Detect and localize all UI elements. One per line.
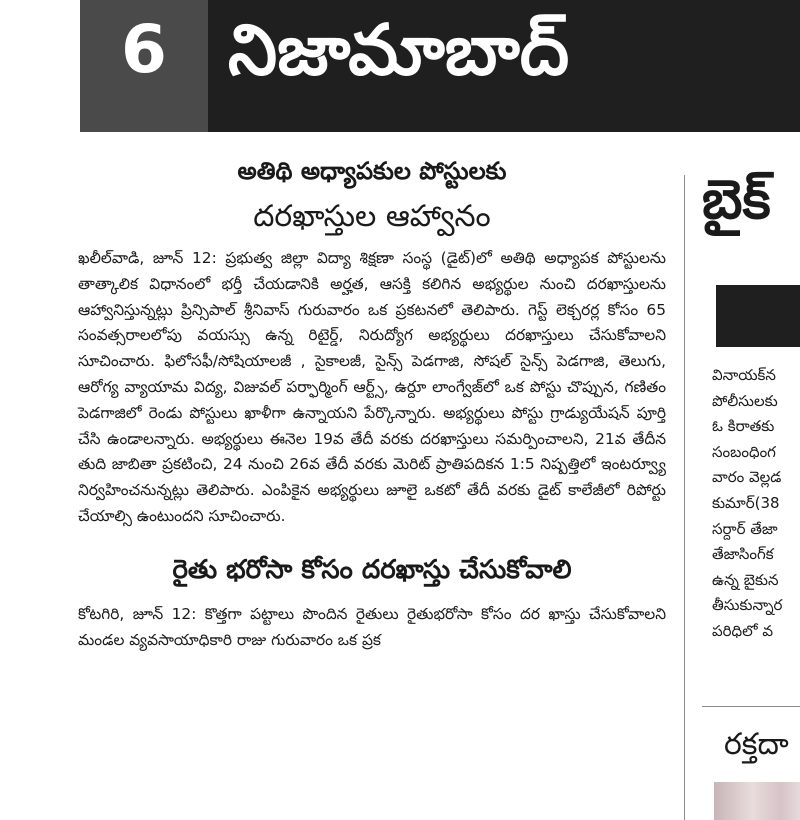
side-black-bar <box>716 285 800 347</box>
article-guest-lecturers <box>78 150 666 530</box>
page-banner <box>80 0 800 132</box>
page-number: 6 <box>121 11 167 88</box>
side-article-body <box>712 363 800 645</box>
side-second-headline: రక్తదా <box>724 727 789 762</box>
article-headline-line2: దరఖాస్తుల ఆహ్వానం <box>253 199 491 234</box>
side-article-line: కుమార్(38 <box>712 493 780 512</box>
article-body: కోటగిరి, జూన్ 12: కొత్తగా పట్టాలు పొందిన రైతులు రైతుభరోసా కోసం దర ఖాస్తు చేసుకోవాలని మండల వ్యవసాయాధికారి రాజు గురువారం ఒక ప్రక <box>78 604 666 649</box>
side-article-line: పోలీసులకు <box>712 391 778 410</box>
article-rythu-bharosa <box>78 544 666 654</box>
section-title: నిజామాబాద్ <box>228 9 570 91</box>
side-article-line: ఉన్న బైకున <box>712 570 779 589</box>
side-article-line: సర్దార్ తేజా <box>712 519 778 538</box>
side-article-line: వారం వెల్లడ <box>712 468 782 487</box>
side-article-line: ఓ కిరాతకు <box>712 417 775 436</box>
side-article-line: పరిధిలో వ <box>712 621 774 640</box>
main-column <box>78 150 666 653</box>
article-headline: రైతు భరోసా కోసం దరఖాస్తు చేసుకోవాలి <box>172 554 572 585</box>
side-article-line: తీసుకున్నార <box>712 596 783 615</box>
side-article-line: తేజాసింగ్‌క <box>712 545 774 564</box>
article-body: ఖలీల్‌వాడి, జూన్ 12: ప్రభుత్వ జిల్లా విద్యా శిక్షణా సంస్థ (డైట్)లో అతిథి అధ్యాపక పోస్టులను తాత్కాలిక విధానంలో భర్తీ చేయడానికి అర్హత, ఆసక్తి కలిగిన అభ్యర్థుల నుంచి దరఖాస్తులను ఆహ్వానిస్తున్నట్లు ప్రిన్సిపాల్ శ్రీనివాస్ గురువారం ఒక ప్రకటనలో తెలిపారు. గెస్ట్ లెక్చరర్ల కోసం 65 సంవత్సరాలలోపు వయస్సు ఉన్న రిటైర్డ్, నిరుద్యోగ అభ్యర్థులు దరఖాస్తులు చేసుకోవాలని సూచించారు. ఫిలోసఫీ/సోషియాలజీ , సైకాలజీ, సైన్స్ పెడగాజి, సోషల్ సైన్స్ పెడగాజి, తెలుగు, ఆరోగ్య వ్యాయామ విద్య, విజువల్ పర్ఫార్మింగ్ ఆర్ట్స్, ఉర్దూ లాంగ్వేజ్‌లో ఒక పోస్టు చొప్పున, గణితం పెడగాజిలో రెండు పోస్టులు ఖాళీగా ఉన్నాయని పేర్కొన్నారు. అభ్యర్థులు పోస్టు గ్రాడ్యుయేషన్ పూర్తి చేసి ఉండాలన్నారు. అభ్యర్థులు ఈనెల 19వ తేదీ వరకు దరఖాస్తులు సమర్పించాలని, 21వ తేదీన తుది జాబితా ప్రకటించి, 24 నుంచి 26వ తేదీ వరకు మెరిట్ ప్రాతిపదికన 1:5 నిష్పత్తిలో ఇంటర్వ్యూ నిర్వహించనున్నట్లు తెలిపారు. ఎంపికైన అభ్యర్థులు జూలై ఒకటో తేదీ వరకు డైట్ కాలేజీలో రిపోర్టు చేయాల్సి ఉంటుందని సూచించారు. <box>78 249 666 525</box>
page-number-box <box>80 0 208 132</box>
side-photo <box>714 782 800 820</box>
side-article-headline: బైక్ <box>702 168 771 231</box>
side-rule <box>702 706 800 707</box>
column-divider <box>684 175 685 820</box>
article-headline-line1: అతిథి అధ్యాపకుల పోస్టులకు <box>237 157 507 185</box>
side-article-line: వినాయక్‌న <box>712 366 776 384</box>
side-column <box>702 160 800 820</box>
side-article-line: సంబంధింగ <box>712 442 776 461</box>
banner-strip <box>208 100 800 132</box>
